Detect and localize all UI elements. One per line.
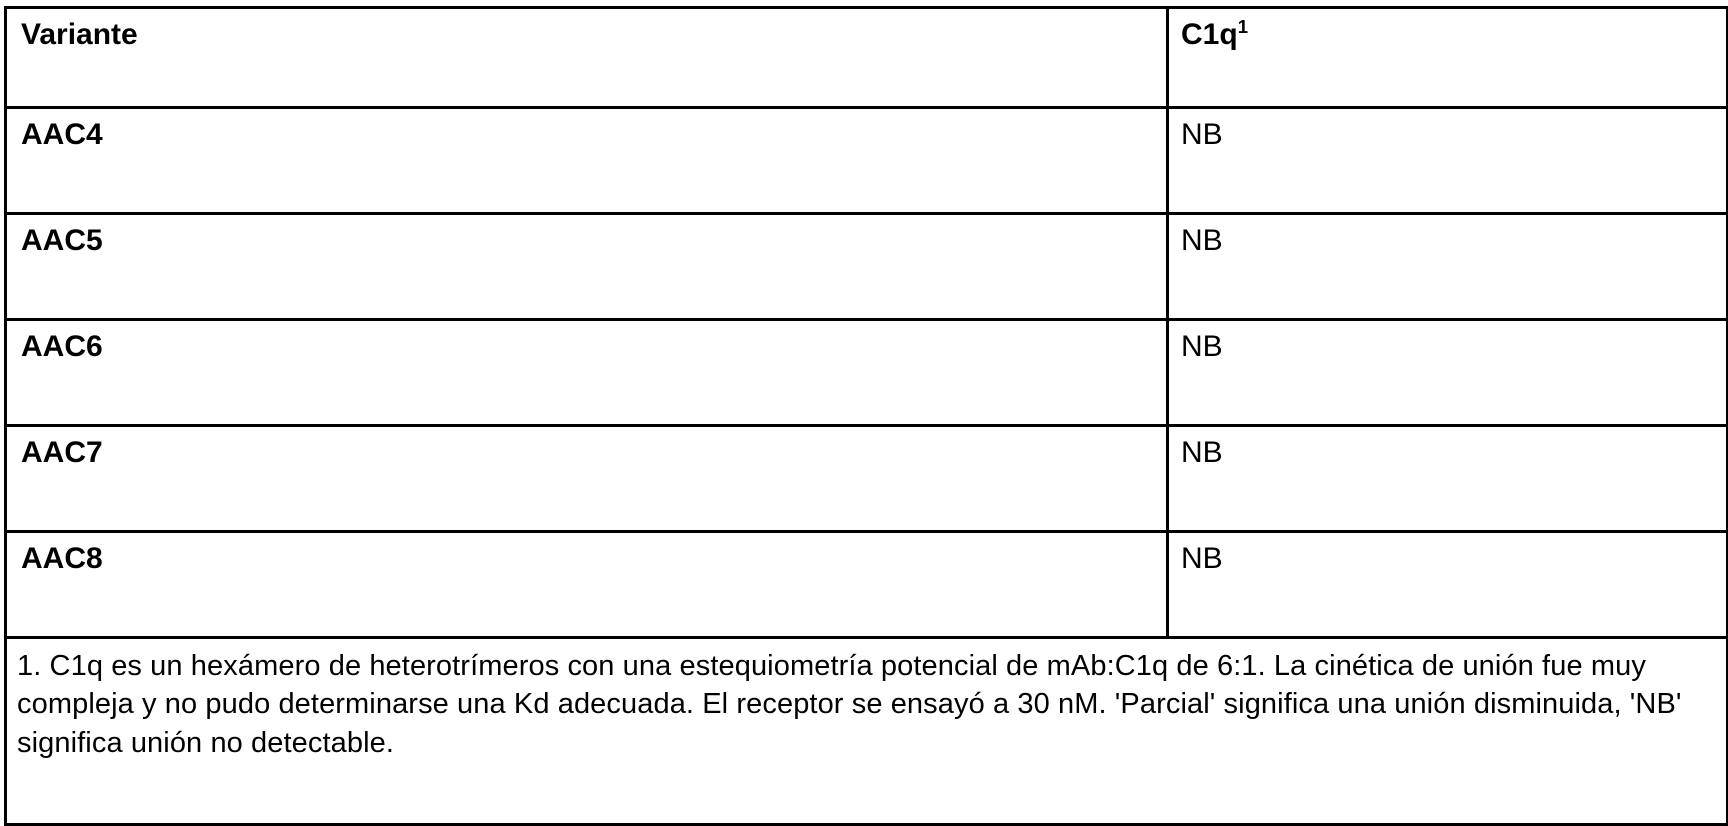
table-row — [6, 320, 1728, 426]
cell-variant: AAC6 — [6, 320, 1168, 426]
table-footnote-row — [6, 638, 1728, 825]
table-row — [6, 214, 1728, 320]
cell-variant: AAC4 — [6, 108, 1168, 214]
cell-c1q: NB — [1168, 108, 1728, 214]
table-header-row — [6, 8, 1728, 108]
table-footnote-text: 1. C1q es un hexámero de heterotrímeros con una estequiometría potencial de mAb:C1q de 6:1. La cinética de unión fue muy compleja y no pudo determinarse una Kd adecuada. El receptor se ensayó a 30 nM. 'Parcial' significa una unión disminuida, 'NB' significa unión no detectable. — [17, 650, 1682, 759]
variant-binding-table — [4, 6, 1728, 826]
column-header-c1q-label: C1q — [1181, 18, 1238, 51]
cell-c1q: NB — [1168, 320, 1728, 426]
column-header-c1q-footnote-marker: 1 — [1237, 16, 1249, 37]
cell-c1q: NB — [1168, 426, 1728, 532]
column-header-variant — [6, 8, 1168, 108]
table-footnote — [6, 638, 1728, 825]
table-row — [6, 532, 1728, 638]
column-header-c1q — [1168, 8, 1728, 108]
cell-c1q: NB — [1168, 214, 1728, 320]
cell-variant: AAC5 — [6, 214, 1168, 320]
cell-variant: AAC8 — [6, 532, 1168, 638]
table-row — [6, 108, 1728, 214]
cell-variant: AAC7 — [6, 426, 1168, 532]
cell-c1q: NB — [1168, 532, 1728, 638]
table-row — [6, 426, 1728, 532]
column-header-variant-label: Variante — [21, 18, 138, 51]
table-container — [4, 6, 1726, 826]
